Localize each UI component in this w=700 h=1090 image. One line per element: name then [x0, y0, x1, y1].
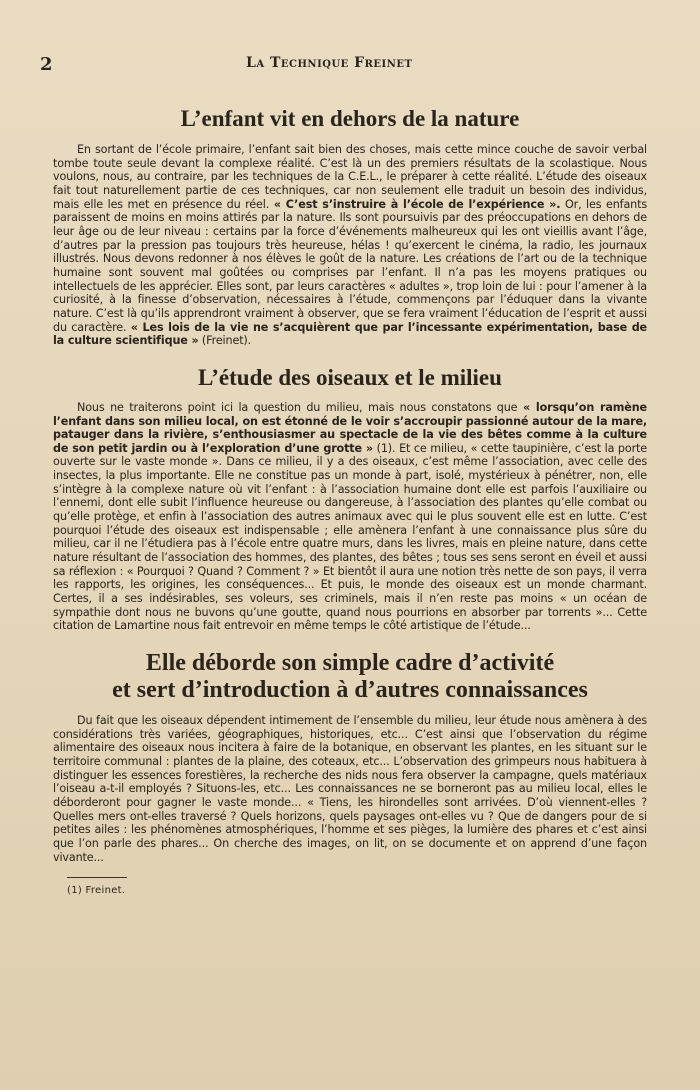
- footnote: (1) Freinet.: [67, 885, 126, 897]
- section-title-nature: L’enfant vit en dehors de la nature: [180, 106, 520, 131]
- page-content: [53, 100, 647, 896]
- page-number: 2: [40, 54, 53, 75]
- section-body-nature: En sortant de l’école primaire, l’enfant sait bien des choses, mais cette mince couche de savoir verbal tombe toute seule devant la complexe réalité. C’est là un des premiers résultats de la scolastique. Nous voulons, nous, au contraire, par les techniques de la C.E.L., le préparer à cette réalité. L’étude des oiseaux fait tout naturellement partie de ces techniques, car non seulement elle traduit un besoin des individus, mais elle les met en présence du réel. « C’est s’instruire à l’école de l’expérience ». Or, les enfants paraissent de moins en moins attirés par la nature. Ils sont poursuivis par des préoccupations en dehors de leur âge ou de leur niveau : certains par la force d’événements malheureux qui les ont vieillis avant l’âge, d’autres par la pression pas toujours très heureuse, hélas ! qu’exercent le cinéma, la radio, les journaux illustrés. Nous devons redonner à nos élèves le goût de la nature. Les créations de l’art ou de la technique humaine sont souvent mal goûtées ou comprises par l’enfant. Il n’a pas les moyens pratiques ou intellectuels de les apprécier. Elles sont, par leurs caractères « adultes », trop loin de lui : pour l’amener à la curiosité, à la finesse d’observation, nécessaires à l’étude, commençons par l’éduquer dans la vivante nature. C’est là qu’ils apprendront vraiment à observer, que se fera vraiment l’éducation de l’esprit et aussi du caractère. « Les lois de la vie ne s’acquièrent que par l’incessante expérimentation, base de la culture scientifique » (Freinet).: [53, 143, 648, 348]
- section-title-oiseaux-milieu: L’étude des oiseaux et le milieu: [198, 364, 502, 390]
- section-body-oiseaux-milieu: Nous ne traiterons point ici la question du milieu, mais nous constatons que « lorsqu’on ramène l’enfant dans son milieu local, on est étonné de le voir s’accroupir passionné autour de la mare, patauger dans la rivière, s’enthousiasmer au spectacle de la vie des bêtes comme à la culture de son petit jardin ou à l’exploration d’une grotte » (1). Et ce milieu, « cette taupinière, c’est la porte ouverte sur le vaste monde ». Dans ce milieu, il y a des oiseaux, c’est même l’association, avec celle des insectes, la plus importante. Elle ne constitue pas un monde à part, isolé, mystérieux à pénétrer, non, elle s’intègre à la complexe nature où vit l’enfant : à l’association humaine dont elle est parfois l’auxiliaire ou l’ennemi, dont elle subit l’influence heureuse ou dangereuse, à l’association des plantes qu’elle combat ou qu’elle protège, et enfin à l’association des autres animaux avec qui le plus souvent elle est en lutte. C’est pourquoi l’étude des oiseaux est indispensable ; elle amènera l’enfant à une connaissance plus sûre du milieu, car il ne l’étudiera pas à l’école entre quatre murs, dans les livres, mais en pleine nature, dans cette nature résultant de l’association des hommes, des plantes, des bêtes ; tous ses sens seront en éveil et aussi sa réflexion : « Pourquoi ? Quand ? Comment ? » Et bientôt il aura une notion très nette de son pays, il verra les rapports, les origines, les conséquences... Et puis, le monde des oiseaux est un monde charmant. Certes, il a ses indésirables, ses voleurs, ses criminels, mais il n’en reste pas moins « un océan de sympathie dont nous ne buvons qu’une goutte, quand nous pourrions en absorber par torrents »... Cette citation de Lamartine nous fait entrevoir en même temps le côté artistique de l’étude...: [53, 400, 647, 633]
- bold-quote: « lorsqu’on ramène l’enfant dans son milieu local, on est étonné de le voir s’accroupir passionné autour de la mare, patauger dans la rivière, s’enthousiasmer au spectacle de la vie des bêtes comme à la culture de son petit jardin ou à l’exploration d’une grotte »: [53, 400, 647, 455]
- section-title-line-2: et sert d’introduction à d’autres connaissances: [112, 677, 588, 703]
- page-header: [40, 54, 660, 78]
- section-title-line-1: Elle déborde son simple cadre d’activité: [145, 650, 555, 676]
- footnote-rule: [67, 877, 127, 878]
- section-body-connaissances: Du fait que les oiseaux dépendent intimement de l’ensemble du milieu, leur étude nous amènera à des considérations très variées, géographiques, historiques, etc... C’est ainsi que l’observation du régime alimentaire des oiseaux nous incitera à faire de la botanique, en observant les plantes, en les situant sur le territoire communal : plantes de la plaine, des coteaux, etc... L’observation des grimpeurs nous habituera à distinguer les essences forestières, la recherche des nids nous fera observer la campagne, quels matériaux l’oiseau a-t-il employés ? Situons-les, etc... Les connaissances ne se borneront pas au milieu local, elles le déborderont pour gagner le vaste monde... « Tiens, les hirondelles sont arrivées. D’où viennent-elles ? Quelles mers ont-elles traversé ? Quels horizons, quels paysages ont-elles vu ? Que de dangers pour de si petites ailes : les phénomènes atmosphériques, l’homme et ses pièges, la lumière des phares et c’est ainsi que l’on parle des phares... On cherche des images, on lit, on se documente et on apprend d’une façon vivante...: [53, 714, 647, 864]
- bold-quote: « C’est s’instruire à l’école de l’expérience ».: [273, 197, 561, 211]
- running-title: La Technique Freinet: [246, 55, 413, 71]
- bold-quote: « Les lois de la vie ne s’acquièrent que par l’incessante expérimentation, base de la culture scientifique »: [53, 320, 647, 348]
- section-title-connaissances: [53, 650, 647, 704]
